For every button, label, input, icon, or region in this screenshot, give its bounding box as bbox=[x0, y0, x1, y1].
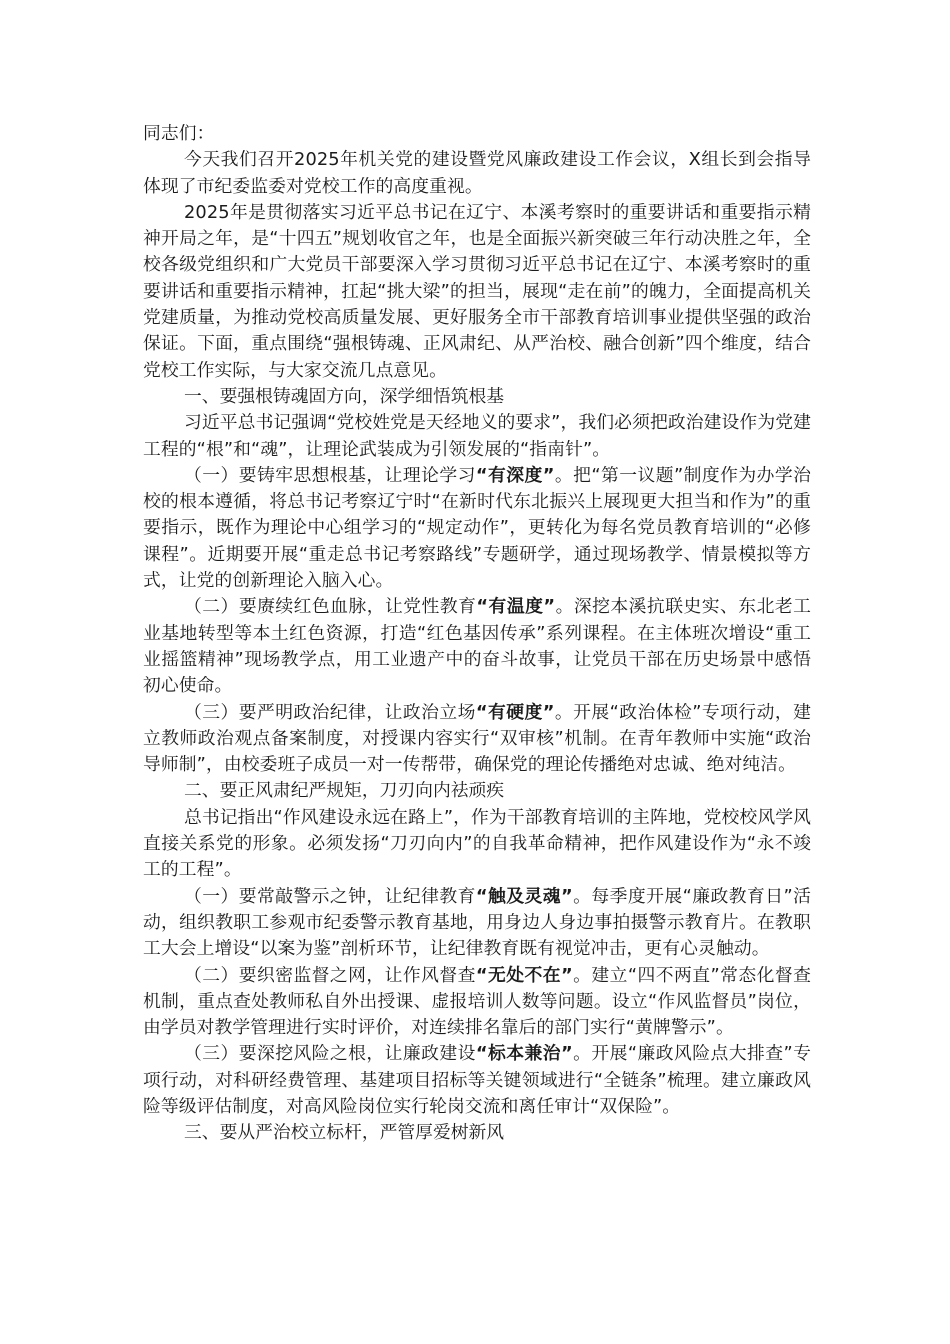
item-lead: （三）要严明政治纪律，让政治立场 bbox=[184, 701, 476, 723]
section1-item-1 bbox=[143, 463, 811, 594]
item-emphasis: “标本兼治” bbox=[475, 1043, 573, 1065]
item-body: 。把“第一议题”制度作为办学治校的根本遵循，将总书记考察辽宁时“在新时代东北振兴上展现更大担当和作为”的重要指示，既作为理论中心组学习的“规定动作”，更转化为每名党员教育培训的“必修课程”。近期要开展“重走总书记考察路线”专题研学，通过现场教学、情景模拟等方式，让党的创新理论入脑入心。 bbox=[143, 464, 811, 592]
section2-item-2 bbox=[143, 963, 811, 1042]
section-heading-1: 一、要强根铸魂固方向，深学细悟筑根基 bbox=[184, 385, 505, 407]
item-emphasis: “有硬度” bbox=[475, 701, 555, 723]
item-emphasis: “无处不在” bbox=[475, 964, 573, 986]
paragraph-context: 2025年是贯彻落实习近平总书记在辽宁、本溪考察时的重要讲话和重要指示精神开局之年，是“十四五”规划收官之年，也是全面振兴新突破三年行动决胜之年，全校各级党组织和广大党员干部要深入学习贯彻习近平总书记在辽宁、本溪考察时的重要讲话和重要指示精神，扛起“挑大梁”的担当，展现“走在前”的魄力，全面提高机关党建质量，为推动党校高质量发展、更好服务全市干部教育培训事业提供坚强的政治保证。下面，重点围绕“强根铸魂、正风肃纪、从严治校、融合创新”四个维度，结合党校工作实际，与大家交流几点意见。 bbox=[143, 201, 811, 381]
greeting: 同志们： bbox=[143, 123, 215, 144]
item-lead: （二）要赓续红色血脉，让党性教育 bbox=[184, 596, 477, 618]
item-lead: （一）要铸牢思想根基，让理论学习 bbox=[184, 464, 476, 486]
section-heading-3: 三、要从严治校立标杆，严管厚爱树新风 bbox=[184, 1122, 505, 1144]
item-body: 。开展“政治体检”专项行动，建立教师政治观点备案制度，对授课内容实行“双审核”机制。在青年教师中实施“政治导师制”，由校委班子成员一对一传帮带，确保党的理论传播绝对忠诚、绝对纯洁。 bbox=[143, 701, 811, 776]
section-intro-1: 习近平总书记强调“党校姓党是天经地义的要求”，我们必须把政治建设作为党建工程的“根”和“魂”，让理论武装成为引领发展的“指南针”。 bbox=[143, 412, 811, 460]
item-lead: （三）要深挖风险之根，让廉政建设 bbox=[184, 1043, 476, 1065]
item-body: 。开展“廉政风险点大排查”专项行动，对科研经费管理、基建项目招标等关键领域进行“全链条”梳理。建立廉政风险等级评估制度，对高风险岗位实行轮岗交流和离任审计“双保险”。 bbox=[143, 1043, 811, 1117]
section-intro-2: 总书记指出“作风建设永远在路上”，作为干部教育培训的主阵地，党校校风学风直接关系党的形象。必须发扬“刀刃向内”的自我革命精神，把作风建设作为“永不竣工的工程”。 bbox=[143, 806, 811, 881]
section1-item-2 bbox=[143, 594, 811, 699]
section-heading-2: 二、要正风肃纪严规矩，刀刃向内祛顽疾 bbox=[184, 780, 505, 802]
item-lead: （二）要织密监督之网，让作风督查 bbox=[184, 964, 476, 986]
section1-item-3 bbox=[143, 700, 811, 779]
paragraph-opening: 今天我们召开2025年机关党的建设暨党风廉政建设工作会议，X组长到会指导体现了市纪委监委对党校工作的高度重视。 bbox=[143, 149, 811, 197]
item-emphasis: “有深度” bbox=[475, 464, 555, 486]
section2-item-3 bbox=[143, 1041, 811, 1120]
item-body: 。深挖本溪抗联史实、东北老工业基地转型等本土红色资源，打造“红色基因传承”系列课程。在主体班次增设“重工业摇篮精神”现场教学点，用工业遗产中的奋斗故事，让党员干部在历史场景中感悟初心使命。 bbox=[143, 596, 811, 697]
item-lead: （一）要常敲警示之钟，让纪律教育 bbox=[184, 885, 476, 907]
item-emphasis: “有温度” bbox=[476, 596, 556, 618]
item-body: 。每季度开展“廉政教育日”活动，组织教职工参观市纪委警示教育基地，用身边人身边事拍摄警示教育片。在教职工大会上增设“以案为鉴”剖析环节，让纪律教育既有视觉冲击，更有心灵触动。 bbox=[143, 885, 811, 960]
document-body bbox=[143, 121, 811, 1147]
section2-item-1 bbox=[143, 884, 811, 963]
item-body: 。建立“四不两直”常态化督查机制，重点查处教师私自外出授课、虚报培训人数等问题。设立“作风监督员”岗位，由学员对教学管理进行实时评价，对连续排名靠后的部门实行“黄牌警示”。 bbox=[143, 964, 811, 1039]
item-emphasis: “触及灵魂” bbox=[475, 885, 573, 907]
